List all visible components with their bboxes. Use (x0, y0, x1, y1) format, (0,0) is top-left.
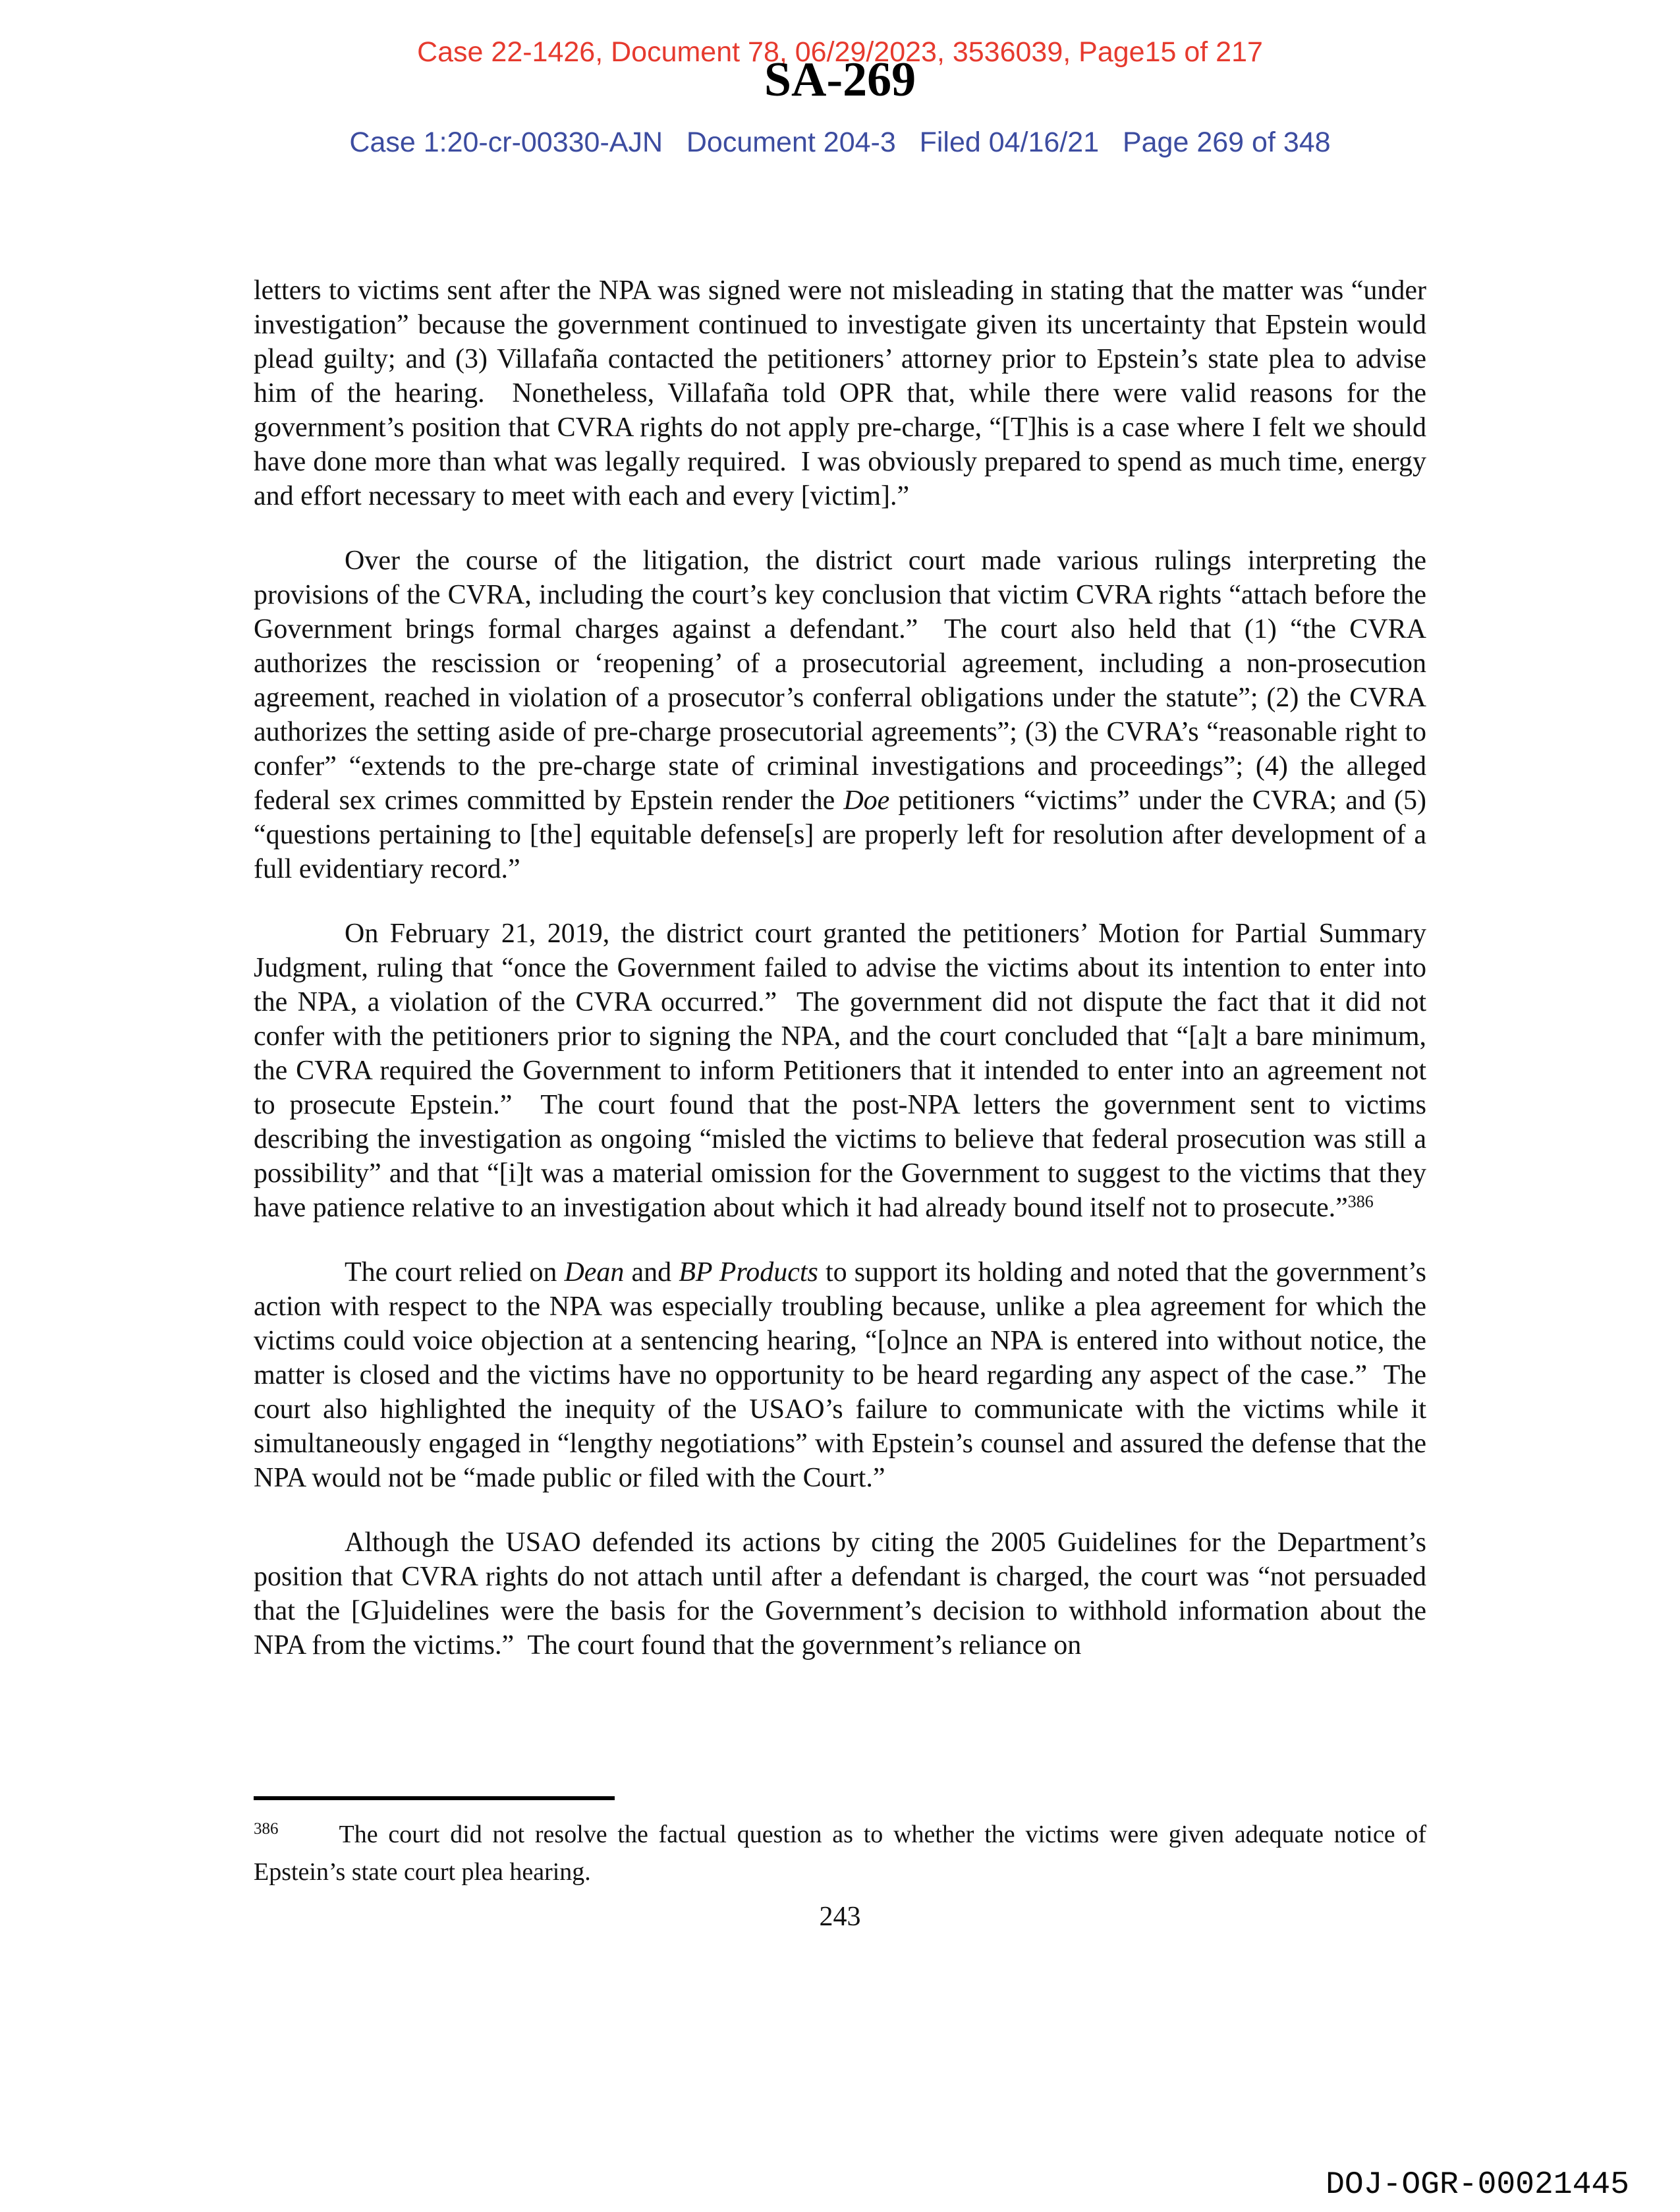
body-text (254, 273, 1426, 1693)
footnote-separator (254, 1796, 615, 1800)
district-court-stamp: Case 1:20-cr-00330-AJN Document 204-3 Filed 04/16/21 Page 269 of 348 (349, 127, 1331, 158)
footnote (254, 1816, 1426, 1891)
paragraph-2: Over the course of the litigation, the district court made various rulings interpreting the provisions of the CVRA, including the court’s key conclusion that victim CVRA rights “attach before the Government brings formal charges against a defendant.” The court also held that (1) “the CVRA authorizes the rescission or ‘reopening’ of a prosecutorial agreement, including a non-prosecution agreement, reached in violation of a prosecutor’s conferral obligations under the statute”; (2) the CVRA authorizes the setting aside of pre-charge prosecutorial agreements”; (3) the CVRA’s “reasonable right to confer” “extends to the pre-charge state of criminal investigations and proceedings”; (4) the alleged federal sex crimes committed by Epstein render the Doe petitioners “victims” under the CVRA; and (5) “questions pertaining to [the] equitable defense[s] are properly left for resolution after development of a full evidentiary record.” (254, 546, 1426, 884)
paragraph-1: letters to victims sent after the NPA was signed were not misleading in stating that the matter was “under investigation” because the government continued to investigate given its uncertainty that Epstein would plead guilty; and (3) Villafaña contacted the petitioners’ attorney prior to Epstein’s state plea to advise him of the hearing. Nonetheless, Villafaña told OPR that, while there were valid reasons for the government’s position that CVRA rights do not apply pre-charge, “[T]his is a case where I felt we should have done more than what was legally required. I was obviously prepared to spend as much time, energy and effort necessary to meet with each and every [victim].” (254, 275, 1426, 511)
paragraph-3: On February 21, 2019, the district court granted the petitioners’ Motion for Partial Summary Judgment, ruling that “once the Government failed to advise the victims about its intention to enter into the NPA, a violation of the CVRA occurred.” The government did not dispute the fact that it did not confer with the petitioners prior to signing the NPA, and the court concluded that “[a]t a bare minimum, the CVRA required the Government to inform Petitioners that it intended to enter into an agreement not to prosecute Epstein.” The court found that the post-NPA letters the government sent to victims describing the investigation as ongoing “misled the victims to believe that federal prosecution was still a possibility” and that “[i]t was a material omission for the Government to suggest to the victims that they have patience relative to an investigation about which it had already bound itself not to prosecute.”$^{386}$ (254, 919, 1426, 1223)
appendix-page-label: SA-269 (764, 53, 916, 107)
page-number: 243 (819, 1902, 861, 1932)
footnote-marker: 386 (254, 1820, 279, 1838)
bates-number: DOJ-OGR-00021445 (1326, 2167, 1629, 2203)
paragraph-4: The court relied on Dean and BP Products to support its holding and noted that the government’s action with respect to the NPA was especially troubling because, unlike a plea agreement for which the victims could voice objection at a sentencing hearing, “[o]nce an NPA is entered into without notice, the matter is closed and the victims have no opportunity to be heard regarding any aspect of the case.” The court also highlighted the inequity of the USAO’s failure to communicate with the victims while it simultaneously engaged in “lengthy negotiations” with Epstein’s counsel and assured the defense that the NPA would not be “made public or filed with the Court.” (254, 1257, 1426, 1493)
appellate-case-stamp: Case 22-1426, Document 78, 06/29/2023, 3536039, Page15 of 217 (417, 36, 1263, 68)
paragraph-5: Although the USAO defended its actions by citing the 2005 Guidelines for the Department’s position that CVRA rights do not attach until after a defendant is charged, the court was “not persuaded that the [G]uidelines were the basis for the Government’s decision to withhold information about the NPA from the victims.” The court found that the government’s reliance on (254, 1527, 1426, 1660)
footnote-text: The court did not resolve the factual question as to whether the victims were given adequate notice of Epstein’s state court plea hearing. (254, 1821, 1426, 1886)
